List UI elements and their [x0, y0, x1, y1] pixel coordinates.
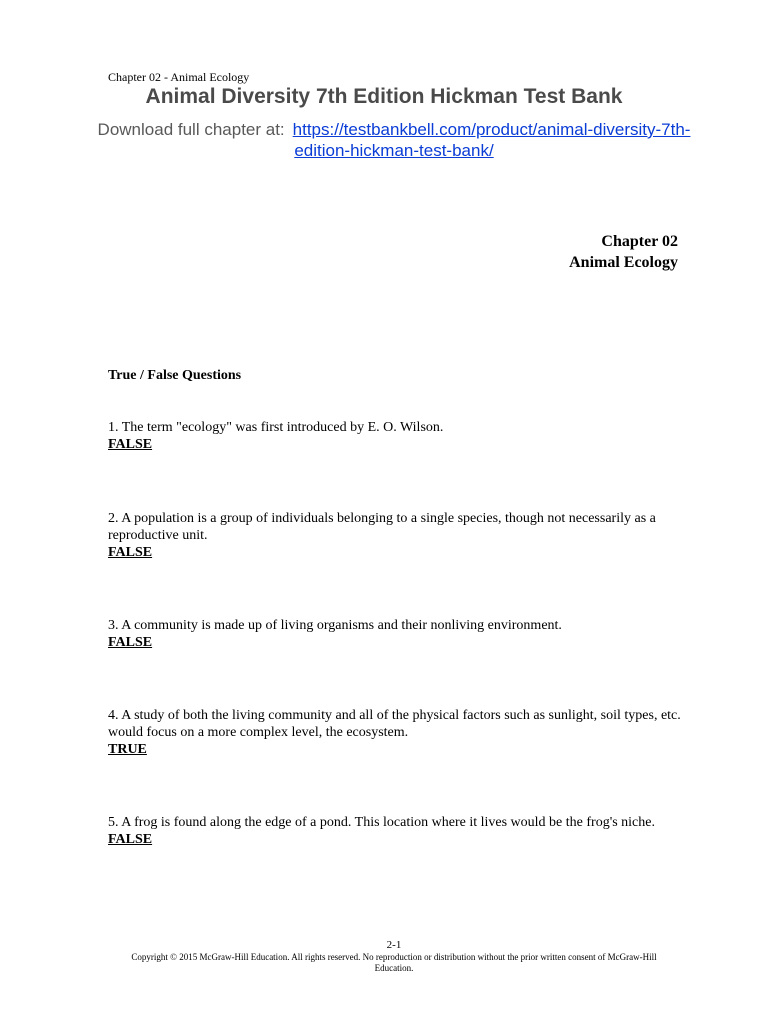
- question-text: 5. A frog is found along the edge of a pond. This location where it lives would be the frog's niche.: [108, 815, 655, 830]
- chapter-name: Animal Ecology: [569, 254, 678, 271]
- answer-label: TRUE: [108, 742, 147, 757]
- copyright-notice: Copyright © 2015 McGraw-Hill Education. All rights reserved. No reproduction or distribution without the prior written consent of McGraw-Hill Education.: [131, 952, 657, 973]
- question-text: 4. A study of both the living community and all of the physical factors such as sunlight, soil types, etc. would focus on a more complex level, the ecosystem.: [108, 708, 681, 740]
- question-item: [108, 419, 688, 453]
- page-footer: [120, 939, 668, 974]
- answer-label: FALSE: [108, 832, 153, 847]
- download-link[interactable]: https://testbankbell.com/product/animal-diversity-7th-edition-hickman-test-bank/: [292, 120, 691, 160]
- question-item: [108, 617, 688, 651]
- chapter-number: Chapter 02: [601, 233, 678, 250]
- chapter-heading: [569, 231, 678, 273]
- answer-label: FALSE: [108, 545, 153, 560]
- question-text: 2. A population is a group of individuals belonging to a single species, though not necessarily as a reproductive unit.: [108, 511, 656, 543]
- section-heading: True / False Questions: [108, 368, 242, 383]
- question-item: [108, 814, 688, 848]
- question-item: [108, 510, 688, 561]
- question-item: [108, 707, 688, 758]
- download-label: Download full chapter at:: [97, 120, 285, 139]
- page-number: 2-1: [386, 939, 402, 951]
- document-title: Animal Diversity 7th Edition Hickman Test Bank: [145, 85, 623, 108]
- answer-label: FALSE: [108, 635, 153, 650]
- question-text: 3. A community is made up of living organisms and their nonliving environment.: [108, 618, 562, 633]
- answer-label: FALSE: [108, 437, 153, 452]
- running-head: Chapter 02 - Animal Ecology: [108, 70, 250, 84]
- question-text: 1. The term "ecology" was first introduced by E. O. Wilson.: [108, 420, 444, 435]
- download-line: [80, 119, 708, 161]
